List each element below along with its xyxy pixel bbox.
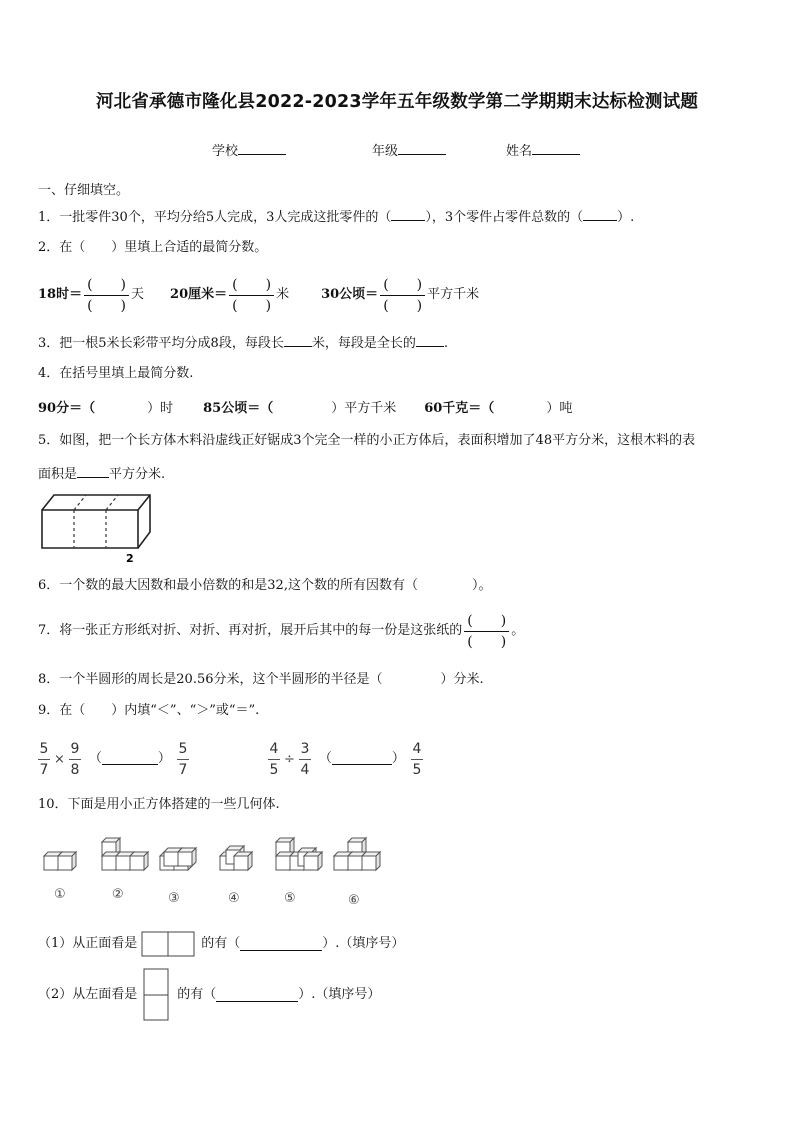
solid-label-3: ③ [168, 891, 180, 906]
q3-blank-1[interactable] [284, 334, 312, 347]
solid-label-2: ② [112, 887, 124, 902]
q5-figure-label: 2 [126, 552, 134, 565]
q9-e2-blank[interactable] [332, 754, 392, 765]
q2-b-pre: 20厘米＝ [170, 287, 228, 302]
q9-e2-rparen: ） [391, 751, 405, 766]
q4-a-pre: 90分＝（ [38, 401, 96, 416]
page-title: 河北省承德市隆化县2022-2023学年五年级数学第二学期期末达标检测试题 [95, 92, 699, 112]
question-1 [38, 208, 634, 226]
q2-c-post: 平方千米 [427, 287, 480, 302]
q10-p2-text-b: 的有（ [177, 987, 217, 1002]
school-label: 学校 [212, 144, 239, 159]
grade-field [372, 142, 446, 160]
q9-e1-frac-1: 5 7 [39, 740, 49, 778]
q10-part-2 [38, 968, 380, 1022]
q2-a-pre: 18时＝ [38, 287, 83, 302]
q9-e1-frac-2: 9 8 [70, 740, 80, 778]
q7-text-a: 7．将一张正方形纸对折、对折、再对折，展开后其中的每一份是这张纸的 [38, 623, 463, 638]
q9-e2-op: ÷ [284, 751, 295, 767]
front-view-shape [141, 931, 197, 957]
question-3 [38, 334, 448, 352]
q5-line-1: 5．如图，把一个长方体木料沿虚线正好锯成3个完全一样的小正方体后，表面积增加了48平方分米，这根木料的表 [38, 433, 696, 448]
q2-b-den: ( ) [232, 297, 272, 314]
q7-text-b: 。 [511, 623, 525, 638]
q3-text-b: 米，每段是全长的 [311, 336, 416, 351]
q10-p1-text-b: 的有（ [201, 936, 241, 951]
question-4: 4．在括号里填上最简分数. [38, 366, 194, 381]
q7-num: ( ) [467, 612, 507, 629]
q9-e2-frac-2: 3 4 [300, 740, 310, 778]
q10-p2-blank[interactable] [216, 989, 298, 1002]
q5-text-b: 平方分米. [109, 467, 166, 482]
question-2: 2．在（ ）里填上合适的最简分数。 [38, 240, 268, 255]
q1-text-a: 1．一批零件30个，平均分给5人完成，3人完成这批零件的（ [38, 210, 392, 225]
q10-p1-text-c: ）.（填序号） [322, 936, 405, 951]
q9-e1-blank[interactable] [102, 754, 158, 765]
q9-e1-frac-3: 5 7 [178, 740, 188, 778]
solid-2 [102, 838, 148, 870]
q2-a-num: ( ) [87, 276, 127, 293]
q9-e1-rparen: ） [157, 751, 171, 766]
solid-label-6: ⑥ [348, 893, 360, 908]
q8-text-a: 8．一个半圆形的周长是20.56分米，这个半圆形的半径是（ [38, 672, 383, 687]
q8-text-b: ）分米. [440, 672, 484, 687]
q3-text-a: 3．把一根5米长彩带平均分成8段，每段长 [38, 336, 284, 351]
q1-blank-1[interactable] [391, 208, 425, 221]
grade-label: 年级 [372, 144, 399, 159]
school-field [212, 142, 286, 160]
name-label: 姓名 [506, 144, 533, 159]
school-blank[interactable] [238, 142, 286, 155]
q4-b-post: ）平方千米 [331, 401, 397, 416]
solid-label-1: ① [54, 887, 66, 902]
q1-text-b: ），3个零件占零件总数的（ [425, 210, 584, 225]
question-8 [38, 672, 484, 688]
q4-a-post: ）时 [147, 401, 174, 416]
q10-part-1 [38, 931, 404, 957]
name-blank[interactable] [532, 142, 580, 155]
q4-b-pre: 85公顷＝（ [203, 401, 274, 416]
question-6 [38, 578, 491, 594]
q4-c-post: ）吨 [546, 401, 573, 416]
q9-e1-lparen: （ [88, 751, 102, 766]
cuboid-figure [36, 490, 156, 566]
q3-text-c: . [443, 336, 448, 351]
q10-p2-text-c: ）.（填序号） [298, 987, 381, 1002]
q4-answers [38, 401, 572, 417]
q9-e1-op: × [54, 751, 65, 767]
q9-e2-lparen: （ [318, 751, 332, 766]
solid-4 [220, 846, 252, 870]
q2-c-num: ( ) [383, 276, 423, 293]
grade-blank[interactable] [398, 142, 446, 155]
q2-c-pre: 30公顷＝ [321, 287, 379, 302]
solid-5 [276, 838, 322, 870]
question-10: 10．下面是用小正方体搭建的一些几何体. [38, 797, 280, 812]
solid-label-5: ⑤ [284, 891, 296, 906]
q9-expr-2 [268, 738, 423, 780]
q6-text-a: 6．一个数的最大因数和最小倍数的和是32,这个数的所有因数有（ [38, 578, 418, 593]
q3-blank-2[interactable] [416, 334, 444, 347]
q2-c-fraction[interactable] [380, 275, 425, 316]
q2-a-post: 天 [131, 287, 145, 302]
name-field [506, 142, 580, 160]
question-7 [38, 608, 524, 654]
q6-text-b: ）。 [471, 578, 492, 593]
q2-a-fraction[interactable] [84, 275, 129, 316]
q2-answers [38, 272, 479, 318]
solid-6 [334, 838, 380, 870]
q10-p1-text-a: （1）从正面看是 [38, 936, 138, 951]
q9-expr-1 [38, 738, 189, 780]
solid-label-4: ④ [228, 891, 240, 906]
q7-den: ( ) [467, 633, 507, 650]
q10-p2-text-a: （2）从左面看是 [38, 987, 138, 1002]
q2-a-den: ( ) [87, 297, 127, 314]
q9-e2-frac-1: 4 5 [269, 740, 279, 778]
q10-p1-blank[interactable] [240, 938, 322, 951]
q5-blank[interactable] [77, 465, 109, 478]
q2-b-fraction[interactable] [229, 275, 274, 316]
question-9: 9．在（ ）内填“＜”、“＞”或“＝”. [38, 703, 260, 718]
solid-3 [160, 848, 196, 870]
q7-fraction[interactable] [464, 611, 509, 652]
q2-c-den: ( ) [383, 297, 423, 314]
q5-text-a: 面积是 [38, 467, 78, 482]
q1-text-c: ）. [617, 210, 635, 225]
q9-e2-frac-3: 4 5 [412, 740, 422, 778]
left-view-shape [143, 968, 171, 1022]
solid-1 [44, 852, 76, 870]
q4-c-pre: 60千克＝（ [424, 401, 495, 416]
q5-line-2 [38, 465, 165, 483]
q2-b-num: ( ) [232, 276, 272, 293]
cube-figures [36, 832, 396, 912]
section-heading: 一、仔细填空。 [38, 183, 130, 198]
q1-blank-2[interactable] [583, 208, 617, 221]
q2-b-post: 米 [276, 287, 290, 302]
